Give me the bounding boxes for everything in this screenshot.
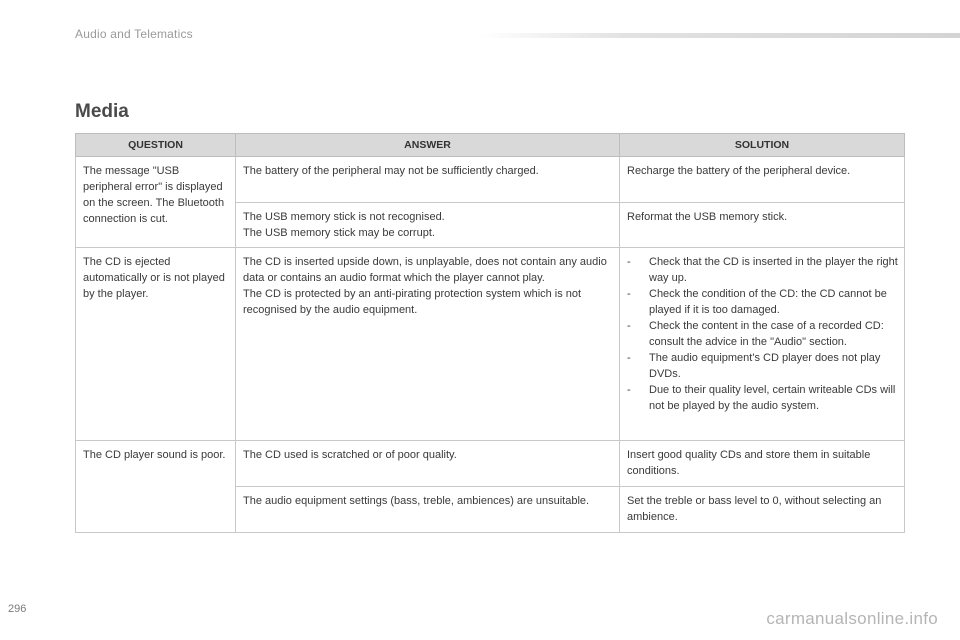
list-item: - Check that the CD is inserted in the player the right way up. [627, 256, 898, 284]
answer-cell: The battery of the peripheral may not be sufficiently charged. [236, 157, 620, 203]
table-header-row [76, 134, 905, 157]
solution-cell: Set the treble or bass level to 0, without selecting an ambience. [620, 487, 905, 533]
solution-step-text: Check the content in the case of a recorded CD: consult the advice in the "Audio" section. [649, 320, 884, 348]
column-header-solution: SOLUTION [620, 134, 905, 157]
list-item: - Check the condition of the CD: the CD cannot be played if it is too damaged. [627, 288, 887, 316]
answer-text: The CD is inserted upside down, is unplayable, does not contain any audio data or contains an audio format which the player cannot play. The CD is protected by an anti-pirating protection system which is not recognised by the audio equipment. [243, 256, 607, 316]
answer-line: The USB memory stick is not recognised. The USB memory stick may be corrupt. [243, 211, 445, 239]
answer-cell: The audio equipment settings (bass, treble, ambiences) are unsuitable. [236, 487, 620, 533]
watermark: carmanualsonline.info [766, 609, 938, 628]
solution-cell: Recharge the battery of the peripheral device. [620, 157, 905, 203]
solution-cell [620, 248, 905, 441]
answer-cell [236, 203, 620, 248]
table-row [76, 248, 905, 441]
list-item: - Check the content in the case of a recorded CD: consult the advice in the "Audio" section. [627, 320, 884, 348]
list-item: - The audio equipment's CD player does not play DVDs. [627, 352, 881, 380]
solution-step-text: Check the condition of the CD: the CD cannot be played if it is too damaged. [649, 288, 887, 316]
question-cell: The CD player sound is poor. [76, 441, 236, 533]
solution-list [627, 254, 898, 414]
solution-cell: Insert good quality CDs and store them in suitable conditions. [620, 441, 905, 487]
answer-cell: The CD used is scratched or of poor quality. [236, 441, 620, 487]
header-decorative-bar [480, 33, 960, 38]
question-cell: The CD is ejected automatically or is not played by the player. [76, 248, 236, 441]
page-number: 296 [8, 603, 27, 615]
table-row [76, 441, 905, 487]
list-item: - Due to their quality level, certain writeable CDs will not be played by the audio system. [627, 384, 896, 412]
section-title: Media [75, 101, 129, 122]
troubleshooting-table [75, 133, 905, 533]
table-row [76, 157, 905, 203]
solution-cell: Reformat the USB memory stick. [620, 203, 905, 248]
column-header-answer: ANSWER [236, 134, 620, 157]
question-cell: The message "USB peripheral error" is displayed on the screen. The Bluetooth connection is cut. [76, 157, 236, 248]
solution-step-text: Check that the CD is inserted in the player the right way up. [649, 256, 898, 284]
header-title: Audio and Telematics [75, 27, 193, 41]
solution-step-text: Due to their quality level, certain writeable CDs will not be played by the audio system. [649, 384, 896, 412]
answer-cell [236, 248, 620, 441]
column-header-question: QUESTION [76, 134, 236, 157]
solution-step-text: The audio equipment's CD player does not play DVDs. [649, 352, 881, 380]
